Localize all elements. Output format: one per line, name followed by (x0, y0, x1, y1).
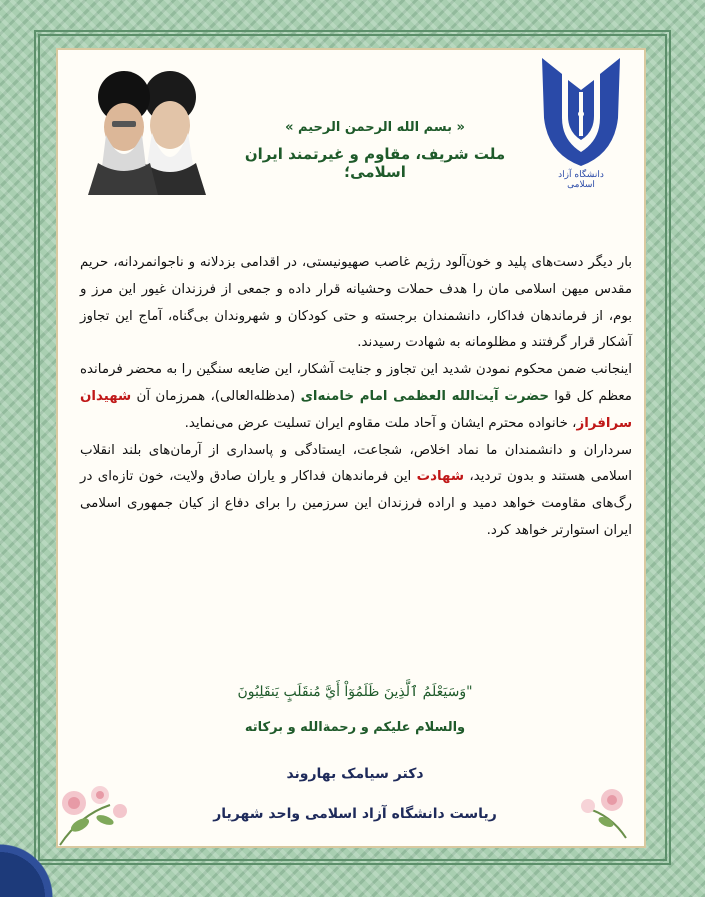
paragraph-2-part-c: ، خانواده محترم ایشان و آحاد ملت مقاوم ایران تسلیت عرض می‌نماید. (184, 415, 577, 431)
letter-body (80, 250, 632, 545)
quran-verse: "وَسَيَعْلَمُ ٱلَّذِينَ ظَلَمُوٓاْ أَيَّ مُنقَلَبٍ يَنقَلِبُونَ (237, 684, 473, 700)
paragraph-1: بار دیگر دست‌های پلید و خون‌آلود رژیم غاصب صهیونیستی، در اقدامی بزدلانه و ناجوانمردانه، حریم مقدس میهن اسلامی مان را هدف حملات وحشیانه قرار داده و جمعی از فرزندان غیور این مرز و بوم، از فرماندهان فداکار، دانشمندان برجسته و حتی کودکان و شهروندان بی‌گناه، آماج این تجاوز آشکار قرار گرفتند و مظلومانه به شهادت رسیدند. (80, 255, 632, 351)
leader-name: حضرت آیت‌الله العظمی امام خامنه‌ای (300, 388, 549, 404)
paragraph-2-part-b: (مدظله‌العالی)، همرزمان آن (131, 388, 301, 404)
letter-header (215, 120, 535, 181)
paragraph-3-part-b: این فرماندهان فداکار و یاران صادق ولایت، خون تازه‌ای در رگ‌های مقاومت خواهد دمید و اراده فرزندان این سرزمین را برای دفاع از کیان جمهوری اسلامی ایران استوارتر خواهد کرد. (80, 469, 632, 538)
paragraph-3 (80, 438, 632, 545)
martyrs-highlight: شهیدان سرافراز (80, 388, 632, 431)
martyrdom-highlight: شهادت (416, 469, 465, 485)
signature-title: ریاست دانشگاه آزاد اسلامی واحد شهریار (213, 806, 497, 822)
paragraph-2-part-a: اینجانب ضمن محکوم نمودن شدید این تجاوز و جنایت آشکار، این ضایعه سنگین را به محضر فرمانده معظم کل قوا (80, 362, 632, 404)
paragraph-2 (80, 357, 632, 437)
roses-decoration-icon (50, 775, 140, 850)
closing-salutation: والسلام علیکم و رحمة‌الله و برکاته (244, 720, 466, 735)
signature-name: دکتر سیامک بهاروند (286, 766, 424, 782)
logo-caption: دانشگاه آزاد اسلامی (558, 170, 604, 190)
portraits-image (78, 63, 210, 195)
greeting: ملت شریف، مقاوم و غیرتمند ایران اسلامی؛ (244, 145, 506, 181)
paragraph-3-part-a: سرداران و دانشمندان ما نماد اخلاص، شجاعت، ایستادگی و پاسداری از آرمان‌های بلند انقلاب اسلامی هستند و بدون تردید، (80, 442, 632, 485)
basmala: « بسم الله الرحمن الرحیم » (285, 120, 465, 135)
roses-decoration-icon (566, 780, 636, 840)
